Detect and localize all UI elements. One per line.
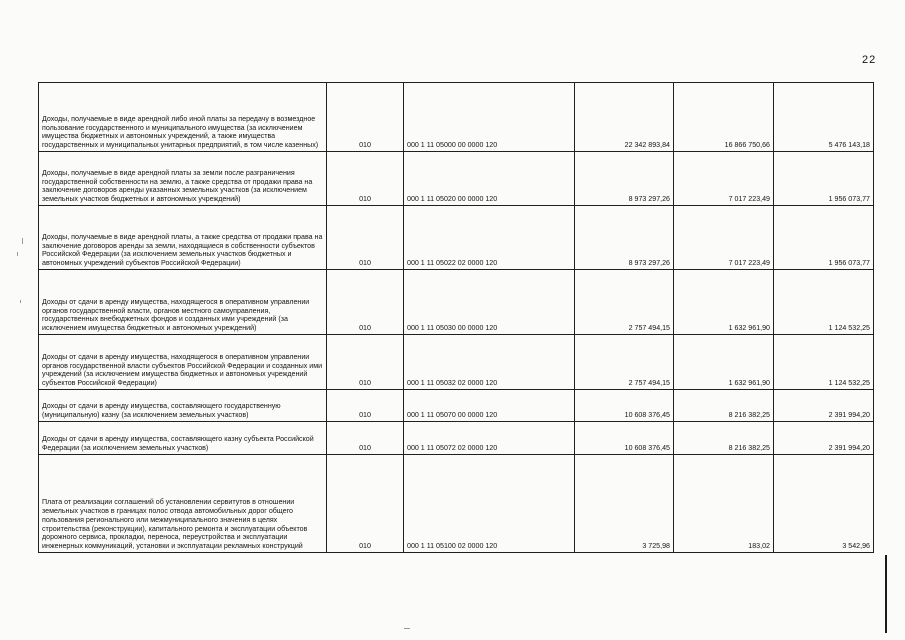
row-code: 010: [327, 335, 404, 390]
row-value-2: 8 216 382,25: [674, 390, 774, 422]
row-name-cell: [39, 270, 327, 335]
row-kbk: 000 1 11 05030 00 0000 120: [404, 270, 575, 335]
scan-edge-line: [885, 555, 887, 633]
row-value-3: 1 956 073,77: [774, 152, 874, 206]
row-value-2: 1 632 961,90: [674, 335, 774, 390]
table-row: [39, 83, 874, 152]
table-row: [39, 335, 874, 390]
row-value-3: 1 124 532,25: [774, 335, 874, 390]
row-value-2: 16 866 750,66: [674, 83, 774, 152]
table-row: [39, 422, 874, 455]
table-row: [39, 206, 874, 270]
row-value-1: 2 757 494,15: [575, 335, 674, 390]
row-value-1: 10 608 376,45: [575, 390, 674, 422]
row-name-cell: [39, 390, 327, 422]
row-name: Плата от реализации соглашений об установлении сервитутов в отношении земельных участков в границах полос отвода автомобильных дорог общего пользования регионального или межмуниципального значения в целях строительства (реконструкции), капитального ремонта и эксплуатации объектов дорожного сервиса, прокладки, переноса, переустройства и эксплуатации инженерных коммуникаций, установки и эксплуатации рекламных конструкций: [42, 498, 308, 551]
table-row: [39, 455, 874, 553]
row-code: 010: [327, 390, 404, 422]
row-value-1: 3 725,98: [575, 455, 674, 553]
row-code: 010: [327, 455, 404, 553]
row-value-2: 7 017 223,49: [674, 152, 774, 206]
row-name: Доходы, получаемые в виде арендной либо иной платы за передачу в возмездное пользование государственного и муниципального имущества (за исключением имущества бюджетных и автономных учреждений, а также имущества государственных и муниципальных унитарных предприятий, в том числе казенных): [42, 114, 319, 150]
row-name-cell: [39, 152, 327, 206]
row-value-3: 5 476 143,18: [774, 83, 874, 152]
row-name: Доходы от сдачи в аренду имущества, составляющего государственную (муниципальную) казну (за исключением земельных участков): [42, 402, 281, 420]
page-number: 22: [862, 54, 877, 66]
scan-speck: [22, 238, 23, 244]
table-row: [39, 390, 874, 422]
scan-speck: [17, 252, 18, 256]
revenue-table: [38, 82, 874, 553]
scan-speck: [20, 300, 21, 303]
row-name: Доходы от сдачи в аренду имущества, находящегося в оперативном управлении органов государственной власти субъектов Российской Федерации и созданных ими учреждений (за исключением имущества бюджетных и автономных учреждений субъектов Российской Федерации): [42, 352, 323, 388]
scan-speck: [404, 628, 410, 629]
row-name: Доходы от сдачи в аренду имущества, находящегося в оперативном управлении органов государственной власти, органов местного самоуправления, государственных внебюджетных фондов и созданных ими учреждений (за исключением имущества бюджетных и автономных учреждений): [42, 297, 310, 333]
row-kbk: 000 1 11 05072 02 0000 120: [404, 422, 575, 455]
row-value-1: 10 608 376,45: [575, 422, 674, 455]
table-row: [39, 270, 874, 335]
row-name-cell: [39, 206, 327, 270]
row-value-3: 1 956 073,77: [774, 206, 874, 270]
row-kbk: 000 1 11 05000 00 0000 120: [404, 83, 575, 152]
row-kbk: 000 1 11 05100 02 0000 120: [404, 455, 575, 553]
row-code: 010: [327, 206, 404, 270]
row-name-cell: [39, 455, 327, 553]
row-kbk: 000 1 11 05032 02 0000 120: [404, 335, 575, 390]
row-code: 010: [327, 152, 404, 206]
row-value-1: 2 757 494,15: [575, 270, 674, 335]
row-value-1: 22 342 893,84: [575, 83, 674, 152]
row-value-2: 1 632 961,90: [674, 270, 774, 335]
row-code: 010: [327, 270, 404, 335]
row-name-cell: [39, 422, 327, 455]
row-name-cell: [39, 83, 327, 152]
row-value-3: 3 542,96: [774, 455, 874, 553]
row-value-2: 183,02: [674, 455, 774, 553]
row-name: Доходы от сдачи в аренду имущества, составляющего казну субъекта Российской Федерации (за исключением земельных участков): [42, 435, 314, 453]
table-row: [39, 152, 874, 206]
row-value-3: 2 391 994,20: [774, 422, 874, 455]
row-value-1: 8 973 297,26: [575, 206, 674, 270]
row-name-cell: [39, 335, 327, 390]
row-name: Доходы, получаемые в виде арендной платы за земли после разграничения государственной собственности на землю, а также средства от продажи права на заключение договоров аренды указанных земельных участков (за исключением земельных участков бюджетных и автономных учреждений): [42, 168, 313, 204]
row-kbk: 000 1 11 05022 02 0000 120: [404, 206, 575, 270]
row-value-2: 8 216 382,25: [674, 422, 774, 455]
row-value-3: 1 124 532,25: [774, 270, 874, 335]
row-kbk: 000 1 11 05020 00 0000 120: [404, 152, 575, 206]
row-value-3: 2 391 994,20: [774, 390, 874, 422]
row-kbk: 000 1 11 05070 00 0000 120: [404, 390, 575, 422]
row-code: 010: [327, 83, 404, 152]
row-value-2: 7 017 223,49: [674, 206, 774, 270]
row-name: Доходы, получаемые в виде арендной платы, а также средства от продажи права на заключение договоров аренды за земли, находящиеся в собственности субъектов Российской Федерации (за исключением земельных участков бюджетных и автономных учреждений субъектов Российской Федерации): [42, 232, 323, 268]
row-code: 010: [327, 422, 404, 455]
row-value-1: 8 973 297,26: [575, 152, 674, 206]
